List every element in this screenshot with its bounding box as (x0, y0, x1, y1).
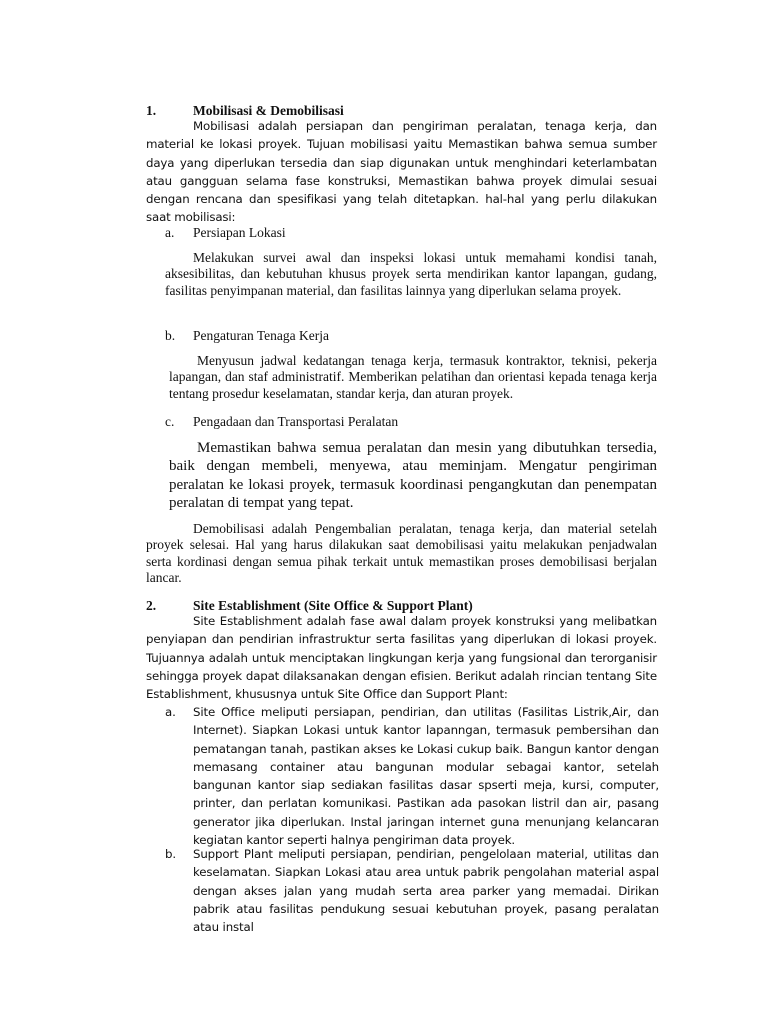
subheading-title: Pengadaan dan Transportasi Peralatan (193, 414, 399, 429)
site-preparation-paragraph: Melakukan survei awal dan inspeksi lokasi untuk memahami kondisi tanah, aksesibilitas, dan kebutuhan khusus proyek serta mendirikan kantor lapangan, gudang, fasilitas penyimpanan material, dan fasilitas lainnya yang diperlukan selama proyek. (165, 250, 657, 298)
subheading-c (165, 413, 398, 431)
list-letter: c. (165, 414, 175, 429)
list-letter: b. (165, 328, 176, 343)
workforce-paragraph: Menyusun jadwal kedatangan tenaga kerja, termasuk kontraktor, teknisi, pekerja lapangan, dan staf administratif. Memberikan pelatihan dan orientasi kepada tenaga kerja tentang prosedur keselamatan, standar kerja, dan aturan proyek. (169, 353, 657, 401)
list-item-support-plant (165, 845, 659, 936)
site-office-text: Site Office meliputi persiapan, pendirian, dan utilitas (Fasilitas Listrik,Air, dan Internet). Siapkan Lokasi untuk kantor lapanngan, termasuk pembersihan dan pematangan tanah, pastikan akses ke Lokasi cukup baik. Bangun kantor dengan memasang container atau bangunan modular sebagai kantor, setelah bangunan kantor siap sediakan fasilitas dasar spserti meja, kursi, computer, printer, dan perlatan komunikasi. Pastikan ada pasokan listril dan air, pasang generator jika diperlukan. Instal jaringan internet guna menunjang kelancaran kegiatan kantor seperti halnya pengiriman data proyek. (193, 705, 659, 848)
list-letter: a. (165, 225, 175, 240)
section-title: Mobilisasi & Demobilisasi (193, 103, 344, 118)
subheading-title: Pengaturan Tenaga Kerja (193, 328, 329, 343)
mobilization-intro-paragraph: Mobilisasi adalah persiapan dan pengiriman peralatan, tenaga kerja, dan material ke lokasi proyek. Tujuan mobilisasi yaitu Memastikan bahwa semua sumber daya yang diperlukan tersedia dan siap digunakan untuk menghindari keterlambatan atau gangguan selama fase konstruksi, Memastikan bahwa proyek dimulai sesuai dengan rencana dan spesifikasi yang telah ditetapkan. hal-hal yang perlu dilakukan saat mobilisasi: (146, 119, 657, 225)
demobilization-paragraph: Demobilisasi adalah Pengembalian peralatan, tenaga kerja, dan material setelah proyek selesai. Hal yang harus dilakukan saat demobilisasi yaitu melakukan penjadwalan serta kordinasi dengan semua pihak terkait untuk memastikan proses demobilisasi berjalan lancar. (146, 521, 657, 586)
section-number: 1. (146, 103, 157, 118)
subheading-title: Persiapan Lokasi (193, 225, 286, 240)
subheading-a (165, 224, 286, 242)
site-establishment-intro-paragraph: Site Establishment adalah fase awal dalam proyek konstruksi yang melibatkan penyiapan dan pendirian infrastruktur serta fasilitas yang diperlukan di lokasi proyek. Tujuannya adalah untuk menciptakan lingkungan kerja yang fungsional dan terorganisir sehingga proyek dapat dilaksanakan dengan efisien. Berikut adalah rincian tentang Site Establishment, khususnya untuk Site Office dan Support Plant: (146, 614, 657, 702)
subheading-b (165, 327, 329, 345)
equipment-paragraph: Memastikan bahwa semua peralatan dan mesin yang dibutuhkan tersedia, baik dengan membeli, menyewa, atau meminjam. Mengatur pengiriman peralatan ke lokasi proyek, termasuk koordinasi pengangkutan dan penempatan peralatan di tempat yang tepat. (169, 440, 657, 512)
support-plant-text: Support Plant meliputi persiapan, pendirian, pengelolaan material, utilitas dan keselamatan. Siapkan Lokasi atau area untuk pabrik pengolahan material aspal dengan akses jalan yang mudah serta area parker yang memadai. Dirikan pabrik atau fasilitas pendukung sesuai kebutuhan proyek, pasang peralatan atau instal (193, 847, 659, 935)
list-letter: b. (165, 847, 176, 861)
list-letter: a. (165, 705, 176, 719)
section-number: 2. (146, 598, 157, 613)
section-title: Site Establishment (Site Office & Support Plant) (193, 598, 473, 613)
list-item-site-office (165, 703, 659, 849)
